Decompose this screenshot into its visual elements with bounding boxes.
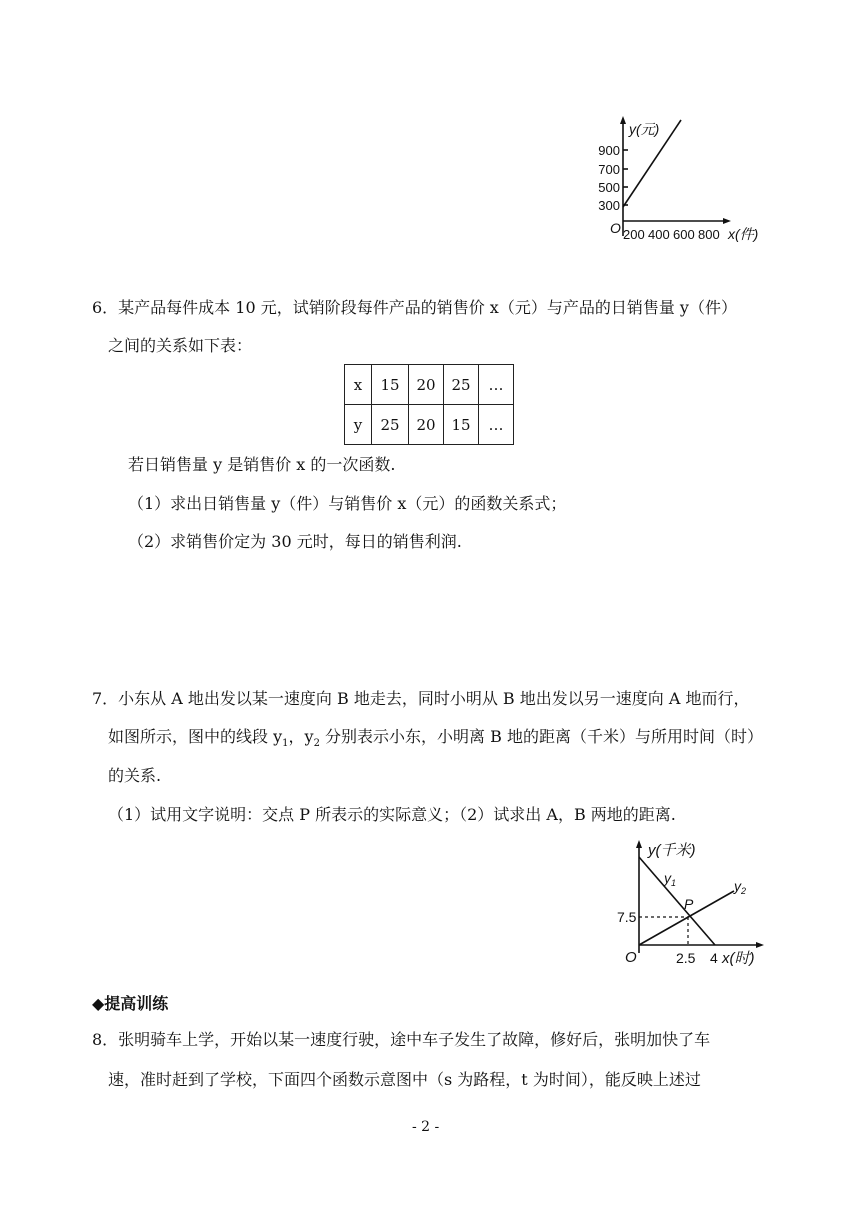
x-tick-200: 200 <box>623 227 645 242</box>
y-tick-900: 900 <box>598 143 620 158</box>
page-number: - 2 - <box>412 1119 440 1135</box>
x-tick-800: 800 <box>698 227 720 242</box>
cost-graph <box>585 112 785 247</box>
q8-line2: 速，准时赶到了学校，下面四个函数示意图中（s 为路程，t 为时间），能反映上述过 <box>108 1070 701 1089</box>
y-tick-700: 700 <box>598 162 620 177</box>
table-cell: … <box>479 405 514 445</box>
y-axis-label: y(元) <box>629 121 660 137</box>
distance-graph <box>612 835 782 975</box>
x-tick-400: 400 <box>648 227 670 242</box>
line-y1 <box>639 857 715 945</box>
table-cell: 20 <box>409 405 444 445</box>
q7-line3: 的关系. <box>108 766 162 785</box>
x-end-label: 4 <box>710 950 718 966</box>
price-sales-table <box>344 364 514 445</box>
table-cell: 25 <box>444 365 479 405</box>
x-value-label: 2.5 <box>676 950 696 966</box>
q7-line2: 如图所示，图中的线段 $y_1$，$y_2$ 分别表示小东，小明离 B 地的距离（千米）与所用时间（时） <box>108 727 763 750</box>
q6-line2: 之间的关系如下表： <box>108 336 253 355</box>
table-cell: y <box>345 405 372 445</box>
table-row <box>345 405 514 445</box>
x-tick-600: 600 <box>673 227 695 242</box>
origin-label: O <box>610 220 621 236</box>
y-tick-300: 300 <box>598 198 620 213</box>
q7-line1: 7．小东从 A 地出发以某一速度向 B 地走去，同时小明从 B 地出发以另一速度向 A 地而行， <box>92 689 750 708</box>
q7-sub: （1）试用文字说明：交点 P 所表示的实际意义；（2）试求出 A，B 两地的距离. <box>108 805 676 824</box>
y2-label: $y_2$ <box>734 878 747 896</box>
q6-sub1: （1）求出日销售量 y（件）与销售价 x（元）的函数关系式； <box>128 494 567 513</box>
origin-label: O <box>625 949 637 966</box>
q8-line1: 8．张明骑车上学，开始以某一速度行驶，途中车子发生了故障，修好后，张明加快了车 <box>92 1030 711 1049</box>
y-axis-label: y(千米) <box>648 842 696 859</box>
table-cell: 25 <box>372 405 409 445</box>
q6-line1: 6．某产品每件成本 10 元，试销阶段每件产品的销售价 x（元）与产品的日销售量 y（件） <box>92 298 737 317</box>
p-label: P <box>684 896 694 912</box>
table-cell: x <box>345 365 372 405</box>
y-tick-500: 500 <box>598 180 620 195</box>
table-cell: … <box>479 365 514 405</box>
x-axis-label: x(时) <box>722 950 755 967</box>
x-axis-label: x(件) <box>728 226 759 242</box>
q6-line3: 若日销售量 y 是销售价 x 的一次函数. <box>128 455 396 474</box>
table-row <box>345 365 514 405</box>
y1-label: $y_1$ <box>664 870 677 888</box>
q6-sub2: （2）求销售价定为 30 元时，每日的销售利润. <box>128 532 462 551</box>
table-cell: 15 <box>372 365 409 405</box>
table-cell: 20 <box>409 365 444 405</box>
table-cell: 15 <box>444 405 479 445</box>
y-value-label: 7.5 <box>617 909 637 925</box>
section-title: ◆提高训练 <box>92 994 169 1013</box>
